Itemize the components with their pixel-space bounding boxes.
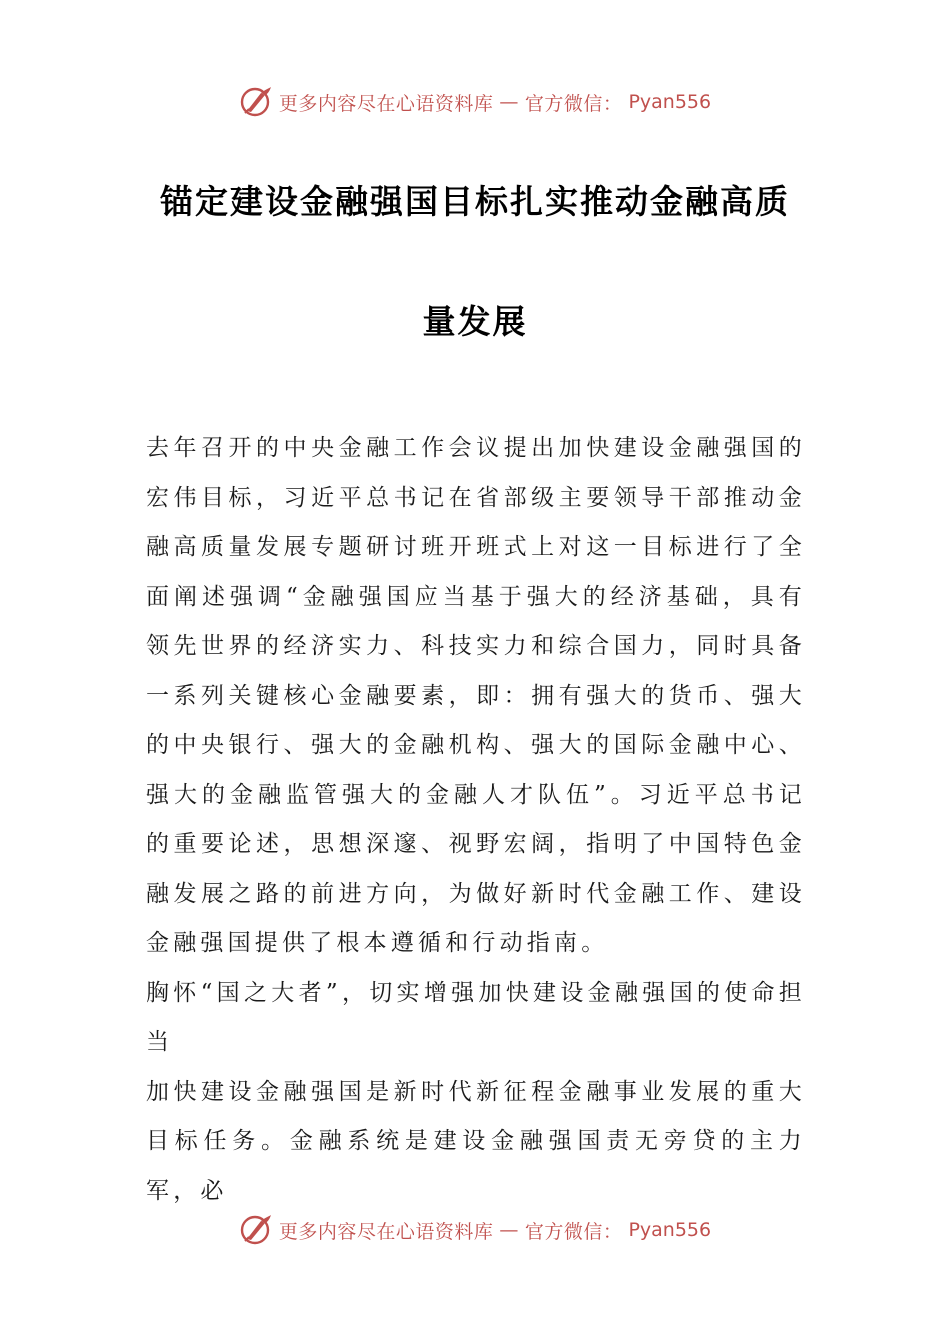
document-title-line-2: 量发展: [422, 302, 528, 341]
watermark-banner-top: [0, 82, 950, 122]
watermark-wechat-label: 官方微信：: [524, 1220, 623, 1243]
watermark-wechat-label: 官方微信：: [524, 92, 623, 115]
watermark-wechat-id: Pyan556: [628, 1219, 712, 1241]
document-body: [146, 424, 806, 1216]
quill-logo-icon: [239, 1213, 273, 1247]
watermark-wechat-id: Pyan556: [628, 91, 712, 113]
body-paragraph-1: 去年召开的中央金融工作会议提出加快建设金融强国的宏伟目标，习近平总书记在省部级主要领导干部推动金融高质量发展专题研讨班开班式上对这一目标进行了全面阐述强调“金融强国应当基于强大的经济基础，具有领先世界的经济实力、科技实力和综合国力，同时具备一系列关键核心金融要素，即：拥有强大的货币、强大的中央银行、强大的金融机构、强大的国际金融中心、强大的金融监管强大的金融人才队伍”。习近平总书记的重要论述，思想深邃、视野宏阔，指明了中国特色金融发展之路的前进方向，为做好新时代金融工作、建设金融强国提供了根本遵循和行动指南。: [146, 435, 806, 956]
watermark-separator: —: [499, 91, 519, 113]
body-paragraph-2: 加快建设金融强国是新时代新征程金融事业发展的重大目标任务。金融系统是建设金融强国责无旁贷的主力军，必: [146, 1078, 806, 1204]
watermark-banner-bottom: [0, 1210, 950, 1250]
watermark-site-text: 更多内容尽在心语资料库: [278, 1220, 494, 1243]
watermark-site-text: 更多内容尽在心语资料库: [278, 92, 494, 115]
quill-logo-icon: [239, 85, 273, 119]
watermark-separator: —: [499, 1219, 519, 1241]
body-section-heading: 胸怀“国之大者”，切实增强加快建设金融强国的使命担当: [146, 979, 806, 1055]
document-title-line-1: 锚定建设金融强国目标扎实推动金融高质: [160, 182, 790, 221]
